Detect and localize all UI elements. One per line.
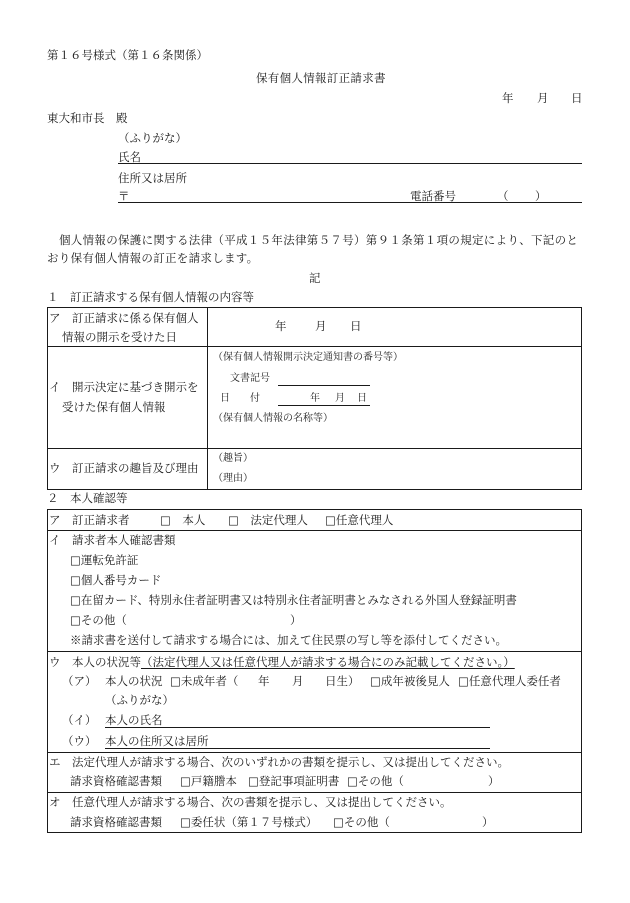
ki-heading: 記 — [309, 271, 321, 285]
voluntary-rep-instruction: オ 任意代理人が請求する場合、次の書類を提示し、又は提出してください。 — [49, 795, 452, 809]
checkbox-self[interactable]: □ 本人 — [160, 513, 206, 527]
checkbox-residence-card[interactable]: □在留カード、特別永住者証明書又は特別永住者証明書とみなされる外国人登録証明書 — [70, 593, 517, 607]
principal-address-label: 本人の住所又は居所 — [105, 734, 209, 748]
disclosure-date-label-2: 情報の開示を受けた日 — [62, 330, 177, 344]
legal-rep-row — [48, 752, 581, 792]
info-name-caption: （保有個人情報の名称等） — [213, 413, 333, 424]
request-date-month[interactable]: 月 — [537, 91, 549, 105]
disclosure-date-label-1: ア 訂正請求に係る保有個人 — [49, 311, 199, 325]
checkbox-drivers-license[interactable]: □運転免許証 — [70, 553, 139, 567]
notice-date-year[interactable]: 年 — [310, 393, 320, 404]
checkbox-voluntary-rep-other[interactable]: □その他（ — [333, 815, 390, 829]
checkbox-power-of-attorney[interactable]: □委任状（第１７号様式） — [180, 815, 318, 829]
checkbox-delegator[interactable]: □任意代理人委任者 — [458, 674, 561, 688]
birth-day[interactable]: 日生） — [325, 674, 360, 688]
reason-field-label[interactable]: （理由） — [213, 473, 253, 484]
disclosed-info-row — [48, 346, 581, 448]
requester-type-label: ア 訂正請求者 — [49, 513, 130, 527]
request-date-day[interactable]: 日 — [571, 91, 583, 105]
checkbox-minor[interactable]: □未成年者（ — [170, 674, 239, 688]
principal-name-marker: （イ） — [62, 713, 97, 727]
disclosed-info-label-1: イ 開示決定に基づき開示を — [49, 380, 199, 394]
requester-name-field[interactable] — [118, 163, 582, 164]
notice-number-caption: （保有個人情報開示決定通知書の番号等） — [213, 352, 403, 363]
status-marker: （ア） — [62, 674, 97, 688]
principal-name-label: 本人の氏名 — [105, 713, 163, 727]
form-number: 第１６号様式（第１６条関係） — [47, 48, 208, 62]
legal-rep-docs-label: 請求資格確認書類 — [70, 774, 162, 788]
status-label: 本人の状況 — [105, 674, 163, 688]
disclosure-date-day[interactable]: 日 — [350, 319, 362, 333]
purpose-field-label[interactable]: （趣旨） — [213, 453, 253, 464]
checkbox-adult-ward[interactable]: □成年被後見人 — [370, 674, 450, 688]
disclosed-info-label-2: 受けた保有個人情報 — [62, 400, 166, 414]
identity-check-table — [47, 509, 582, 833]
disclosure-date-year[interactable]: 年 — [275, 319, 287, 333]
section1-heading: １ 訂正請求する保有個人情報の内容等 — [47, 290, 254, 304]
intro-line-1: 個人情報の保護に関する法律（平成１５年法律第５７号）第９１条第１項の規定により、下記のと — [59, 233, 579, 247]
notice-date-label: 日 付 — [220, 393, 260, 404]
intro-line-2: おり保有個人情報の訂正を請求します。 — [47, 251, 259, 265]
id-documents-row — [48, 530, 581, 651]
checkbox-registry-certificate[interactable]: □登記事項証明書 — [248, 774, 340, 788]
principal-status-heading — [49, 655, 515, 669]
requester-address-label: 住所又は居所 — [118, 171, 187, 185]
voluntary-rep-row — [48, 792, 581, 832]
phone-open-paren: （ — [497, 189, 509, 203]
requester-type-row — [48, 510, 581, 530]
doc-code-label: 文書記号 — [230, 373, 270, 384]
correction-purpose-row — [48, 448, 581, 489]
id-documents-label: イ 請求者本人確認書類 — [49, 533, 176, 547]
section2-heading: ２ 本人確認等 — [47, 491, 128, 505]
checkbox-id-other[interactable]: □その他（ — [70, 613, 127, 627]
principal-name-field[interactable] — [105, 727, 490, 728]
disclosure-date-month[interactable]: 月 — [315, 319, 327, 333]
principal-address-field[interactable] — [105, 748, 490, 749]
checkbox-family-register[interactable]: □戸籍謄本 — [180, 774, 237, 788]
requester-furigana-label: （ふりがな） — [118, 131, 187, 145]
notice-date-field[interactable] — [278, 405, 370, 406]
principal-address-marker: （ウ） — [62, 734, 97, 748]
correction-purpose-label: ウ 訂正請求の趣旨及び理由 — [49, 461, 199, 475]
birth-year[interactable]: 年 — [258, 674, 270, 688]
legal-rep-instruction: エ 法定代理人が請求する場合、次のいずれかの書類を提示し、又は提出してください。 — [49, 755, 509, 769]
postal-mark: 〒 — [118, 189, 130, 203]
principal-status-row — [48, 651, 581, 752]
voluntary-rep-docs-label: 請求資格確認書類 — [70, 815, 162, 829]
phone-close-paren: ） — [535, 189, 547, 203]
checkbox-my-number-card[interactable]: □個人番号カード — [70, 573, 162, 587]
notice-date-month[interactable]: 月 — [335, 393, 345, 404]
request-date-year[interactable]: 年 — [502, 91, 514, 105]
correction-details-table — [47, 307, 582, 490]
disclosure-date-row — [48, 308, 581, 346]
principal-furigana-label: （ふりがな） — [105, 693, 174, 707]
addressee: 東大和市長 殿 — [47, 111, 128, 125]
phone-label: 電話番号 — [410, 189, 456, 203]
voluntary-rep-other-close-paren: ） — [482, 815, 494, 829]
notice-date-day[interactable]: 日 — [357, 393, 367, 404]
checkbox-legal-representative[interactable]: □ 法定代理人 — [228, 513, 308, 527]
doc-code-field[interactable] — [278, 385, 370, 386]
id-other-close-paren: ） — [290, 613, 302, 627]
id-documents-note: ※請求書を送付して請求する場合には、加えて住民票の写し等を添付してください。 — [70, 633, 507, 647]
legal-rep-other-close-paren: ） — [488, 774, 500, 788]
requester-address-field[interactable] — [118, 202, 582, 203]
requester-name-label: 氏名 — [118, 150, 141, 164]
principal-status-note: （法定代理人又は任意代理人が請求する場合にのみ記載してください。） — [141, 655, 515, 669]
form-title: 保有個人情報訂正請求書 — [256, 71, 386, 85]
checkbox-legal-rep-other[interactable]: □その他（ — [347, 774, 404, 788]
principal-status-label: ウ 本人の状況等 — [49, 655, 141, 669]
birth-month[interactable]: 月 — [292, 674, 304, 688]
checkbox-voluntary-representative[interactable]: □任意代理人 — [325, 513, 394, 527]
